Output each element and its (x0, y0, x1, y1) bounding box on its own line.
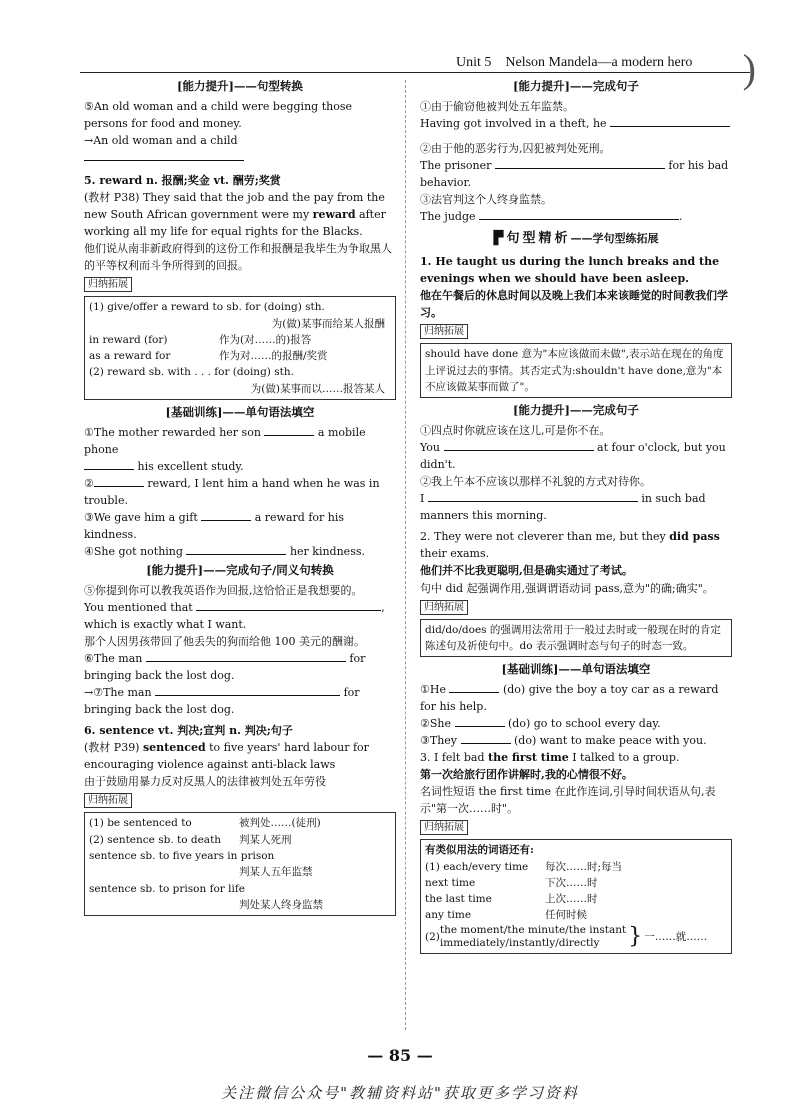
exercise-text: ②我上午本不应该以那样不礼貌的方式对待你。 (420, 475, 651, 489)
exercise-text: You at four o'clock, but you didn't. (420, 441, 726, 472)
unit-title: Nelson Mandela—a modern hero (505, 55, 693, 70)
answer-blank[interactable] (146, 651, 346, 662)
answer-blank[interactable] (449, 682, 499, 693)
exercise-text: ①由于偷窃他被判处五年监禁。 (420, 99, 574, 113)
section-heading: [能力提升]——句型转换 (177, 79, 303, 93)
page-number: — 85 — (367, 1046, 433, 1065)
box-row: next time 下次……时 (425, 876, 598, 889)
exercise-text: ② reward, I lent him a hand when he was in trouble. (84, 476, 380, 507)
exercise-text: The prisoner for his bad behavior. (420, 158, 729, 189)
source-sentence: (教材 P38) They said that the job and the pay from the new South African government were my reward after working all my life for equal rights for the Blacks. (84, 191, 386, 239)
expansion-box: did/do/does 的强调用法常用于一般过去时或一般现在时的肯定陈述句及祈使句中。do 表示强调时态与句子的时态一致。 (420, 619, 732, 658)
answer-blank[interactable] (444, 440, 594, 451)
translation: 他们说从南非新政府得到的这份工作和报酬是我毕生为争取黑人的平等权利而斗争所得到的回报。 (84, 242, 392, 273)
exercise-text: ③We gave him a gift a reward for his kindness. (84, 510, 345, 541)
box-row: 为(做)某事而给某人报酬 (271, 317, 385, 330)
exercise-text: ③They (do) want to make peace with you. (420, 734, 707, 748)
item-title: 5. reward n. 报酬;奖金 vt. 酬劳;奖赏 (84, 174, 281, 187)
answer-blank[interactable] (495, 158, 665, 169)
box-row: 判某人五年监禁 (239, 866, 313, 879)
answer-blank[interactable] (455, 716, 505, 727)
translation: 他在午餐后的休息时间以及晚上我们本来该睡觉的时间教我们学习。 (420, 289, 728, 320)
exercise-text: You mentioned that , (84, 600, 385, 614)
source-sentence: 3. I felt bad the first time I talked to a group. (420, 751, 680, 765)
exercise-text: ③法官判这个人终身监禁。 (420, 193, 552, 207)
exercise-text: ①The mother rewarded her son a mobile phone (84, 425, 366, 456)
expansion-box (84, 296, 396, 400)
box-row: (1) give/offer a reward to sb. for (doing) sth. (89, 301, 325, 314)
banner-icon: ▛ (493, 231, 507, 247)
exercise-text: ①四点时你就应该在这儿,可是你不在。 (420, 424, 611, 438)
exercise-text: →An old woman and a child (84, 132, 396, 166)
expansion-box: should have done 意为"本应该做而未做",表示站在现在的角度上评说过去的事情。其否定式为:shouldn't have done,意为"本不应该做某事而做了"。 (420, 343, 732, 398)
box-row: any time 任何时候 (425, 909, 587, 922)
box-row: (2) reward sb. with . . . for (doing) sth. (89, 366, 294, 379)
exercise-text: ①He (do) give the boy a toy car as a reward for his help. (420, 682, 719, 713)
answer-blank[interactable] (155, 685, 340, 696)
exercise-text: which is exactly what I want. (84, 617, 247, 631)
exercise-text: ②She (do) go to school every day. (420, 716, 661, 730)
section-heading: [基础训练]——单句语法填空 (501, 662, 651, 677)
exercise-text: bringing back the lost dog. (84, 703, 235, 717)
brace-icon: } (628, 924, 643, 950)
section-heading: [能力提升]——完成句子/同义句转换 (146, 563, 334, 578)
box-row: sentence sb. to prison for life (89, 882, 245, 895)
box-row: 判处某人终身监禁 (239, 898, 323, 911)
box-row: in reward (for) 作为(对……的)报答 (89, 333, 312, 346)
tag-label: 归纳拓展 (84, 793, 132, 808)
item-title: 6. sentence vt. 判决;宣判 n. 判决;句子 (84, 724, 293, 738)
exercise-text: ⑤你提到你可以教我英语作为回报,这恰恰正是我想要的。 (84, 583, 363, 597)
exercise-text: I in such bad manners this morning. (420, 492, 706, 523)
source-sentence: (教材 P39) sentenced to five years' hard labour for encouraging violence against anti-black laws (84, 741, 369, 772)
answer-blank[interactable] (196, 600, 381, 611)
explanation: 名词性短语 the first time 在此作连词,引导时间状语从句,表示"第一次……时"。 (420, 785, 716, 816)
source-sentence: 2. They were not cleverer than me, but they did pass their exams. (420, 530, 720, 561)
answer-blank[interactable] (94, 476, 144, 487)
footer-note: 关注微信公众号"教辅资料站"获取更多学习资料 (221, 1084, 579, 1102)
exercise-text: Having got involved in a theft, he (420, 115, 732, 132)
box-row: (1) each/every time 每次……时;每当 (425, 860, 623, 873)
answer-blank[interactable] (201, 510, 251, 521)
translation: 他们并不比我更聪明,但是确实通过了考试。 (420, 564, 633, 578)
section-heading: [基础训练]——单句语法填空 (165, 404, 315, 419)
exercise-text: The judge . (420, 210, 683, 224)
section-heading: [能力提升]——完成句子 (513, 79, 639, 93)
tag-label: 归纳拓展 (420, 820, 468, 835)
expansion-box (84, 812, 396, 916)
exercise-text: bringing back the lost dog. (84, 669, 235, 683)
exercise-text: ②由于他的恶劣行为,囚犯被判处死刑。 (420, 141, 611, 155)
box-row: (2) the moment/the minute/the instant immediately/instantly/directly } 一……就…… (425, 923, 708, 950)
header-bracket: ) (742, 46, 756, 91)
section-banner: ▛句型精析——学句型练拓展 (493, 231, 659, 247)
answer-blank[interactable] (186, 544, 286, 555)
answer-blank[interactable] (479, 209, 679, 220)
answer-blank[interactable] (610, 116, 730, 127)
translation: 由于鼓励用暴力反对反黑人的法律被判处五年劳役 (84, 775, 326, 789)
column-divider (405, 80, 406, 1030)
exercise-text: ⑤An old woman and a child were begging those persons for food and money. (84, 99, 352, 130)
answer-blank[interactable] (264, 425, 314, 436)
source-sentence: 1. He taught us during the lunch breaks and the evenings when we should have been asleep. (420, 255, 720, 286)
left-column (84, 76, 396, 920)
answer-blank[interactable] (428, 491, 638, 502)
translation: 第一次给旅行团作讲解时,我的心情很不好。 (420, 768, 633, 782)
answer-blank[interactable] (84, 150, 244, 161)
exercise-text: his excellent study. (84, 458, 396, 475)
box-row: (2) sentence sb. to death 判某人死刑 (89, 833, 292, 846)
explanation: 句中 did 起强调作用,强调谓语动词 pass,意为"的确;确实"。 (420, 581, 714, 595)
section-heading: [能力提升]——完成句子 (513, 403, 639, 418)
tag-label: 归纳拓展 (420, 600, 468, 615)
tag-label: 归纳拓展 (420, 324, 468, 339)
box-row: sentence sb. to five years in prison (89, 849, 275, 862)
exercise-text: ④She got nothing her kindness. (84, 545, 365, 559)
unit-label: Unit 5 (456, 55, 492, 70)
box-row: (1) be sentenced to 被判处……(徒刑) (89, 817, 321, 830)
exercise-text: →⑦The man for (84, 686, 360, 700)
answer-blank[interactable] (84, 459, 134, 470)
expansion-box (420, 839, 732, 954)
box-heading: 有类似用法的词语还有: (425, 844, 534, 857)
box-row: 为(做)某事而以……报答某人 (250, 382, 385, 395)
answer-blank[interactable] (461, 733, 511, 744)
right-column (420, 76, 732, 958)
top-divider (80, 72, 750, 73)
exercise-text: 那个人因男孩带回了他丢失的狗而给他 100 美元的酬谢。 (84, 635, 365, 649)
exercise-text: ⑥The man for (84, 652, 366, 666)
box-row: the last time 上次……时 (425, 893, 598, 906)
tag-label: 归纳拓展 (84, 277, 132, 292)
box-row: as a reward for 作为对……的报酬/奖赏 (89, 350, 328, 363)
